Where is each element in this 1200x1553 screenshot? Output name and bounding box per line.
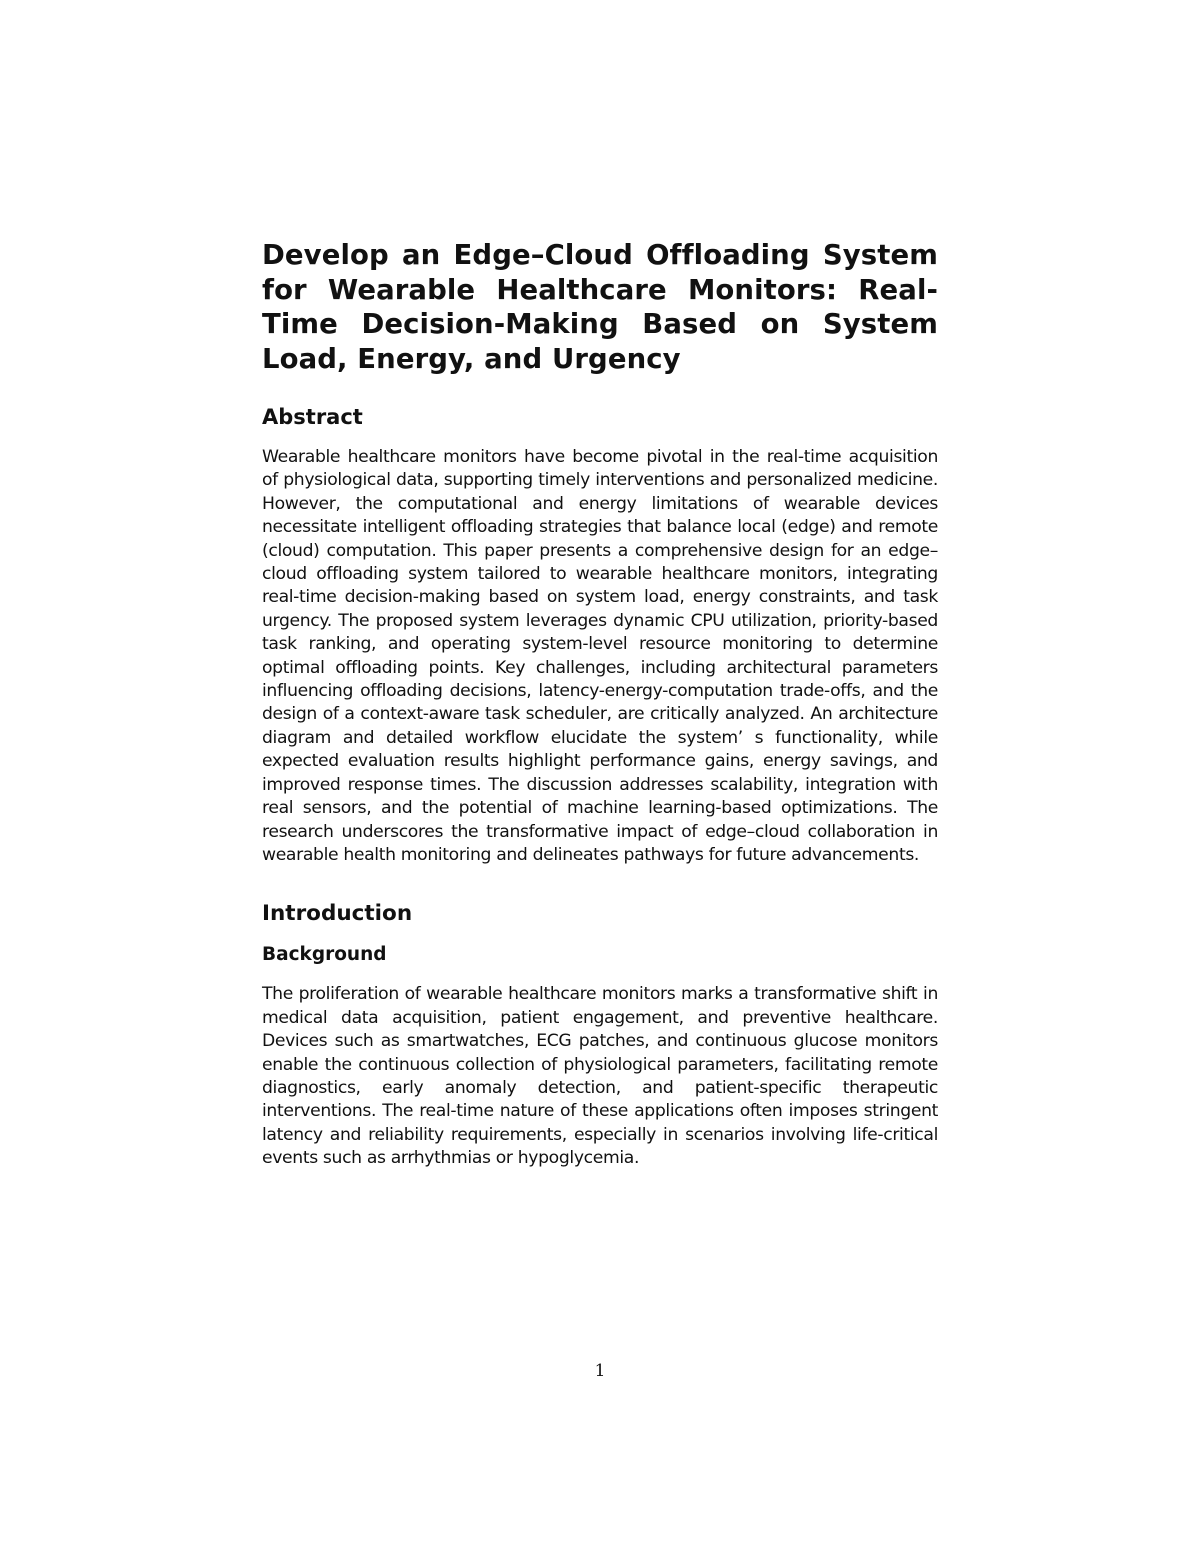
introduction-heading: Introduction <box>262 901 413 927</box>
background-heading: Background <box>262 944 387 966</box>
paper-page <box>262 238 938 1171</box>
abstract-paragraph: Wearable healthcare monitors have become pivotal in the real-time acquisition of physiological data, supporting timely interventions and personalized medicine. However, the computational and energy limitations of wearable devices necessitate intelligent offloading strategies that balance local (edge) and remote (cloud) computation. This paper presents a comprehensive design for an edge–cloud offloading system tailored to wearable healthcare monitors, integrating real-time decision-making based on system load, energy constraints, and task urgency. The proposed system leverages dynamic CPU utilization, priority-based task ranking, and operating system-level resource monitoring to determine optimal offloading points. Key challenges, including architectural parameters influencing offloading decisions, latency-energy-computation trade-offs, and the design of a context-aware task scheduler, are critically analyzed. An architecture diagram and detailed workflow elucidate the system’ s functionality, while expected evaluation results highlight performance gains, energy savings, and improved response times. The discussion addresses scalability, integration with real sensors, and the potential of machine learning-based optimizations. The research underscores the transformative impact of edge–cloud collaboration in wearable health monitoring and delineates pathways for future advancements. <box>262 447 938 865</box>
page-number: 1 <box>594 1361 606 1381</box>
abstract-heading: Abstract <box>262 405 363 429</box>
background-paragraph: The proliferation of wearable healthcare monitors marks a transformative shift in medical data acquisition, patient engagement, and preventive healthcare. Devices such as smartwatches, ECG patches, and continuous glucose monitors enable the continuous collection of physiological parameters, facilitating remote diagnostics, early anomaly detection, and patient-specific therapeutic interventions. The real-time nature of these applications often imposes stringent latency and reliability requirements, especially in scenarios involving life-critical events such as arrhythmias or hypoglycemia. <box>262 984 938 1169</box>
paper-title: Develop an Edge–Cloud Offloading System for Wearable Healthcare Monitors: Real-Time Decision-Making Based on System Load, Energy, and Urgency <box>262 239 938 375</box>
